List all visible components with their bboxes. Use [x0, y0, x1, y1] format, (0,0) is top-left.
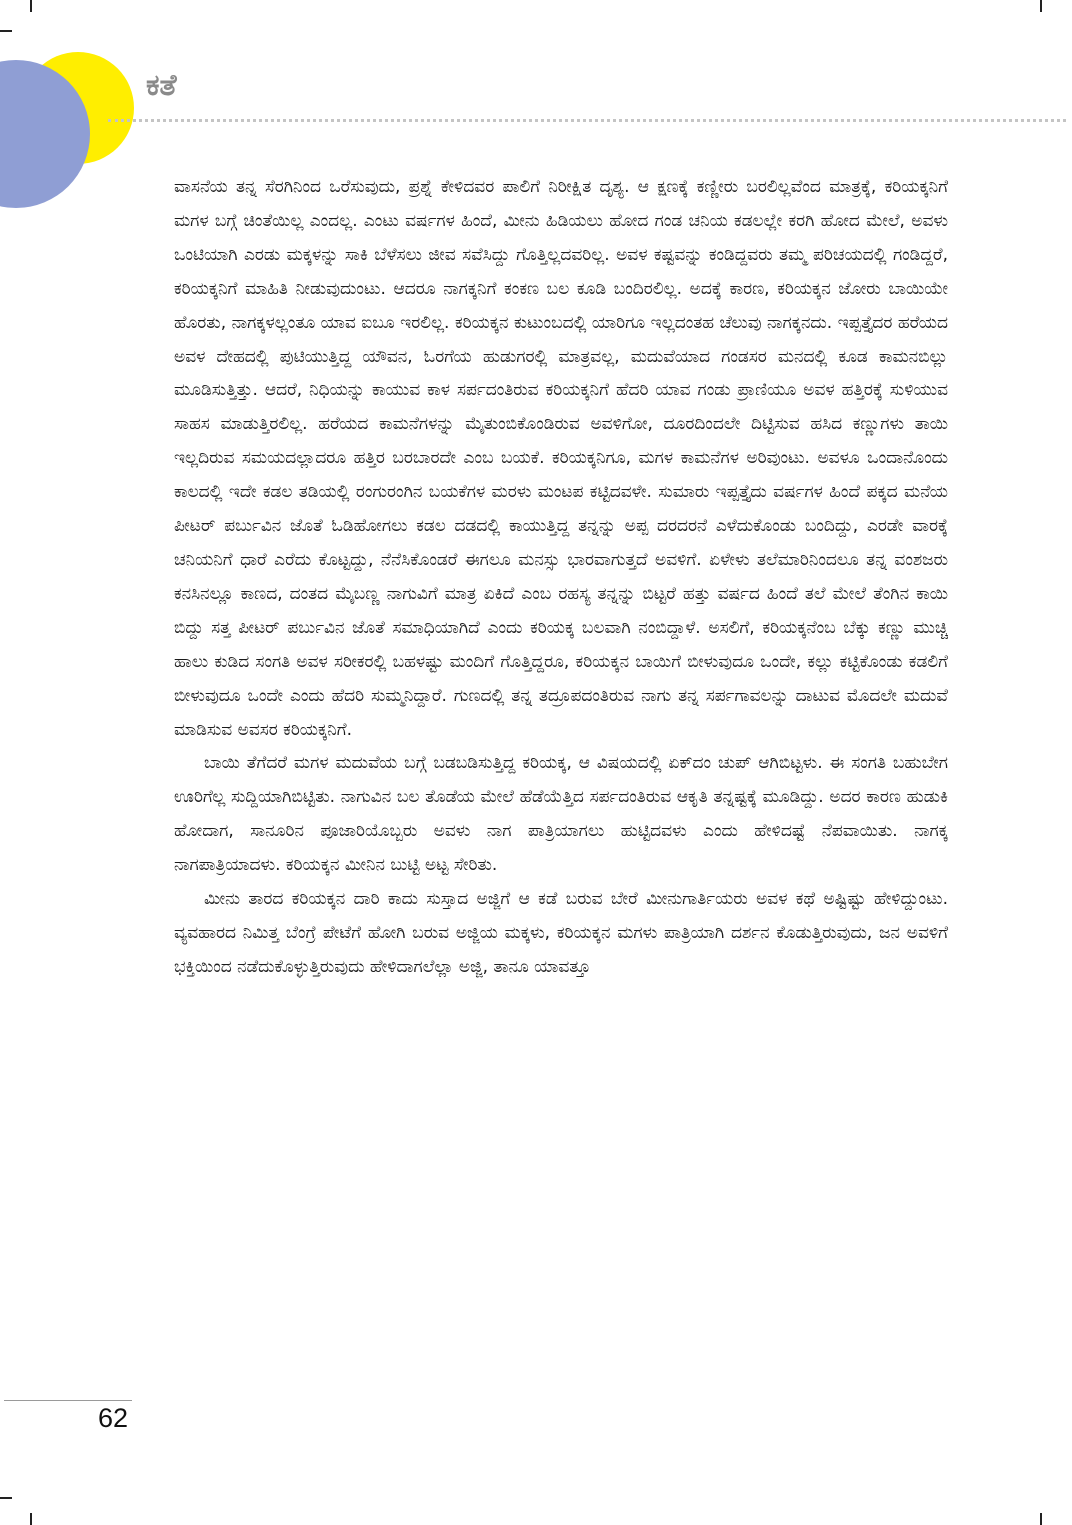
paragraph-1: ವಾಸನೆಯ ತನ್ನ ಸೆರಗಿನಿಂದ ಒರೆಸುವುದು, ಪ್ರಶ್ನೆ ಕೇಳಿದವರ ಪಾಲಿಗೆ ನಿರೀಕ್ಷಿತ ದೃಶ್ಯ. ಆ ಕ್ಷಣಕ್ಕೆ ಕಣ್ಣೀರು ಬರಲಿಲ್ಲವೆಂದ ಮಾತ್ರಕ್ಕೆ, ಕರಿಯಕ್ಕನಿಗೆ ಮಗಳ ಬಗ್ಗೆ ಚಿಂತೆಯಿಲ್ಲ ಎಂದಲ್ಲ. ಎಂಟು ವರ್ಷಗಳ ಹಿಂದೆ, ಮೀನು ಹಿಡಿಯಲು ಹೋದ ಗಂಡ ಚನಿಯ ಕಡಲಲ್ಲೇ ಕರಗಿ ಹೋದ ಮೇಲೆ, ಅವಳು ಒಂಟಿಯಾಗಿ ಎರಡು ಮಕ್ಕಳನ್ನು ಸಾಕಿ ಬೆಳೆಸಲು ಜೀವ ಸವೆಸಿದ್ದು ಗೊತ್ತಿಲ್ಲದವರಿಲ್ಲ. ಅವಳ ಕಷ್ಟವನ್ನು ಕಂಡಿದ್ದವರು ತಮ್ಮ ಪರಿಚಯದಲ್ಲಿ ಗಂಡಿದ್ದರೆ, ಕರಿಯಕ್ಕನಿಗೆ ಮಾಹಿತಿ ನೀಡುವುದುಂಟು. ಆದರೂ ನಾಗಕ್ಕನಿಗೆ ಕಂಕಣ ಬಲ ಕೂಡಿ ಬಂದಿರಲಿಲ್ಲ. ಅದಕ್ಕೆ ಕಾರಣ, ಕರಿಯಕ್ಕನ ಜೋರು ಬಾಯಿಯೇ ಹೊರತು, ನಾಗಕ್ಕಳಲ್ಲಂತೂ ಯಾವ ಐಬೂ ಇರಲಿಲ್ಲ. ಕರಿಯಕ್ಕನ ಕುಟುಂಬದಲ್ಲಿ ಯಾರಿಗೂ ಇಲ್ಲದಂತಹ ಚೆಲುವು ನಾಗಕ್ಕನದು. ಇಪ್ಪತ್ತೈದರ ಹರೆಯದ ಅವಳ ದೇಹದಲ್ಲಿ ಪುಟಿಯುತ್ತಿದ್ದ ಯೌವನ, ಓರಗೆಯ ಹುಡುಗರಲ್ಲಿ ಮಾತ್ರವಲ್ಲ, ಮದುವೆಯಾದ ಗಂಡಸರ ಮನದಲ್ಲಿ ಕೂಡ ಕಾಮನಬಿಲ್ಲು ಮೂಡಿಸುತ್ತಿತ್ತು. ಆದರೆ, ನಿಧಿಯನ್ನು ಕಾಯುವ ಕಾಳ ಸರ್ಪದಂತಿರುವ ಕರಿಯಕ್ಕನಿಗೆ ಹೆದರಿ ಯಾವ ಗಂಡು ಪ್ರಾಣಿಯೂ ಅವಳ ಹತ್ತಿರಕ್ಕೆ ಸುಳಿಯುವ ಸಾಹಸ ಮಾಡುತ್ತಿರಲಿಲ್ಲ. ಹರೆಯದ ಕಾಮನೆಗಳನ್ನು ಮೈತುಂಬಿಕೊಂಡಿರುವ ಅವಳಿಗೋ, ದೂರದಿಂದಲೇ ದಿಟ್ಟಿಸುವ ಹಸಿದ ಕಣ್ಣುಗಳು ತಾಯಿ ಇಲ್ಲದಿರುವ ಸಮಯದಲ್ಲಾದರೂ ಹತ್ತಿರ ಬರಬಾರದೇ ಎಂಬ ಬಯಕೆ. ಕರಿಯಕ್ಕನಿಗೂ, ಮಗಳ ಕಾಮನೆಗಳ ಅರಿವುಂಟು. ಅವಳೂ ಒಂದಾನೊಂದು ಕಾಲದಲ್ಲಿ ಇದೇ ಕಡಲ ತಡಿಯಲ್ಲಿ ರಂಗುರಂಗಿನ ಬಯಕೆಗಳ ಮರಳು ಮಂಟಪ ಕಟ್ಟಿದವಳೇ. ಸುಮಾರು ಇಪ್ಪತ್ತೈದು ವರ್ಷಗಳ ಹಿಂದೆ ಪಕ್ಕದ ಮನೆಯ ಪೀಟರ್ ಪರ್ಬುವಿನ ಜೊತೆ ಓಡಿಹೋಗಲು ಕಡಲ ದಡದಲ್ಲಿ ಕಾಯುತ್ತಿದ್ದ ತನ್ನನ್ನು ಅಪ್ಪ ದರದರನೆ ಎಳೆದುಕೊಂಡು ಬಂದಿದ್ದು, ಎರಡೇ ವಾರಕ್ಕೆ ಚನಿಯನಿಗೆ ಧಾರೆ ಎರೆದು ಕೊಟ್ಟದ್ದು, ನೆನೆಸಿಕೊಂಡರೆ ಈಗಲೂ ಮನಸ್ಸು ಭಾರವಾಗುತ್ತದೆ ಅವಳಿಗೆ. ಏಳೇಳು ತಲೆಮಾರಿನಿಂದಲೂ ತನ್ನ ವಂಶಜರು ಕನಸಿನಲ್ಲೂ ಕಾಣದ, ದಂತದ ಮೈಬಣ್ಣ ನಾಗುವಿಗೆ ಮಾತ್ರ ಏಕಿದೆ ಎಂಬ ರಹಸ್ಯ ತನ್ನನ್ನು ಬಿಟ್ಟರೆ ಹತ್ತು ವರ್ಷದ ಹಿಂದೆ ತಲೆ ಮೇಲೆ ತೆಂಗಿನ ಕಾಯಿ ಬಿದ್ದು ಸತ್ತ ಪೀಟರ್ ಪರ್ಬುವಿನ ಜೊತೆ ಸಮಾಧಿಯಾಗಿದೆ ಎಂದು ಕರಿಯಕ್ಕ ಬಲವಾಗಿ ನಂಬಿದ್ದಾಳೆ. ಅಸಲಿಗೆ, ಕರಿಯಕ್ಕನೆಂಬ ಬೆಕ್ಕು ಕಣ್ಣು ಮುಚ್ಚಿ ಹಾಲು ಕುಡಿದ ಸಂಗತಿ ಅವಳ ಸರೀಕರಲ್ಲಿ ಬಹಳಷ್ಟು ಮಂದಿಗೆ ಗೊತ್ತಿದ್ದರೂ, ಕರಿಯಕ್ಕನ ಬಾಯಿಗೆ ಬೀಳುವುದೂ ಒಂದೇ, ಕಲ್ಲು ಕಟ್ಟಿಕೊಂಡು ಕಡಲಿಗೆ ಬೀಳುವುದೂ ಒಂದೇ ಎಂದು ಹೆದರಿ ಸುಮ್ಮನಿದ್ದಾರೆ. ಗುಣದಲ್ಲಿ ತನ್ನ ತದ್ರೂಪದಂತಿರುವ ನಾಗು ತನ್ನ ಸರ್ಪಗಾವಲನ್ನು ದಾಟುವ ಮೊದಲೇ ಮದುವೆ ಮಾಡಿಸುವ ಅವಸರ ಕರಿಯಕ್ಕನಿಗೆ.: [174, 177, 948, 740]
crop-mark-bottom-left: [30, 1513, 32, 1525]
crop-mark-top-right: [1040, 0, 1042, 12]
crop-mark-top-left: [30, 0, 32, 12]
section-title: ಕತೆ: [146, 68, 177, 103]
header-dotted-divider: [108, 119, 1066, 122]
crop-mark-left-bottom: [0, 1497, 12, 1499]
crop-mark-left-top: [0, 30, 12, 32]
paragraph-2: ಬಾಯಿ ತೆಗೆದರೆ ಮಗಳ ಮದುವೆಯ ಬಗ್ಗೆ ಬಡಬಡಿಸುತ್ತಿದ್ದ ಕರಿಯಕ್ಕ, ಆ ವಿಷಯದಲ್ಲಿ ಏಕ್‌ದಂ ಚುಪ್ ಆಗಿಬಿಟ್ಟಳು. ಈ ಸಂಗತಿ ಬಹುಬೇಗ ಊರಿಗೆಲ್ಲ ಸುದ್ದಿಯಾಗಿಬಿಟ್ಟಿತು. ನಾಗುವಿನ ಬಲ ತೊಡೆಯ ಮೇಲೆ ಹೆಡೆಯೆತ್ತಿದ ಸರ್ಪದಂತಿರುವ ಆಕೃತಿ ತನ್ನಷ್ಟಕ್ಕೆ ಮೂಡಿದ್ದು. ಅದರ ಕಾರಣ ಹುಡುಕಿ ಹೋದಾಗ, ಸಾನೂರಿನ ಪೂಜಾರಿಯೊಬ್ಬರು ಅವಳು ನಾಗ ಪಾತ್ರಿಯಾಗಲು ಹುಟ್ಟಿದವಳು ಎಂದು ಹೇಳಿದಷ್ಟೆ ನೆಪವಾಯಿತು. ನಾಗಕ್ಕ ನಾಗಪಾತ್ರಿಯಾದಳು. ಕರಿಯಕ್ಕನ ಮೀನಿನ ಬುಟ್ಟಿ ಅಟ್ಟ ಸೇರಿತು.: [174, 753, 948, 876]
story-body: [174, 171, 948, 985]
page-number: 62: [98, 1403, 129, 1433]
paragraph-3: ಮೀನು ತಾರದ ಕರಿಯಕ್ಕನ ದಾರಿ ಕಾದು ಸುಸ್ತಾದ ಅಜ್ಜಿಗೆ ಆ ಕಡೆ ಬರುವ ಬೇರೆ ಮೀನುಗಾರ್ತಿಯರು ಅವಳ ಕಥೆ ಅಷ್ಟಿಷ್ಟು ಹೇಳಿದ್ದುಂಟು. ವ್ಯವಹಾರದ ನಿಮಿತ್ತ ಬೆಂಗ್ರೆ ಪೇಟೆಗೆ ಹೋಗಿ ಬರುವ ಅಜ್ಜಿಯ ಮಕ್ಕಳು, ಕರಿಯಕ್ಕನ ಮಗಳು ಪಾತ್ರಿಯಾಗಿ ದರ್ಶನ ಕೊಡುತ್ತಿರುವುದು, ಜನ ಅವಳಿಗೆ ಭಕ್ತಿಯಿಂದ ನಡೆದುಕೊಳ್ಳುತ್ತಿರುವುದು ಹೇಳಿದಾಗಲೆಲ್ಲಾ ಅಜ್ಜಿ, ತಾನೂ ಯಾವತ್ತೂ: [174, 889, 948, 977]
crop-mark-bottom-right: [1040, 1513, 1042, 1525]
